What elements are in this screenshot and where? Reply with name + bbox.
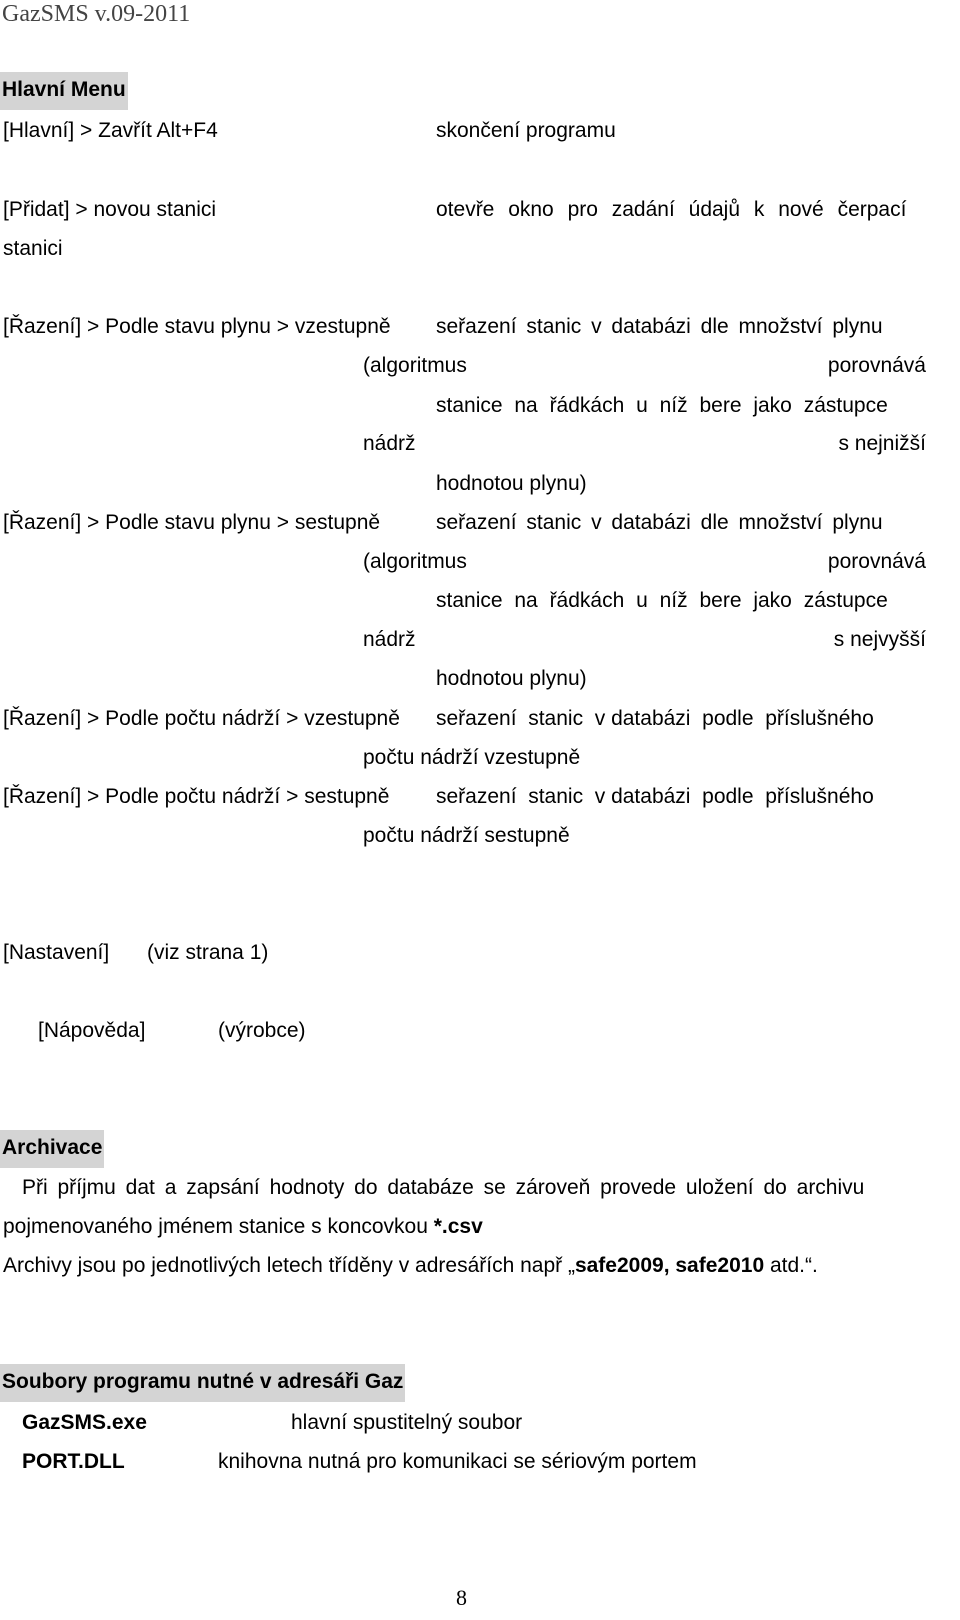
sort-desc-line: seřazení stanic v databázi podle příslušného	[436, 707, 874, 730]
paragraph-text: atd.“.	[764, 1254, 818, 1277]
file-description: knihovna nutná pro komunikaci se sériovým portem	[218, 1450, 697, 1473]
section-heading-files: Soubory programu nutné v adresáři Gaz	[0, 1364, 405, 1402]
settings-label: [Nastavení]	[3, 941, 110, 964]
page-number: 8	[456, 1585, 467, 1610]
sort-desc-line: seřazení stanic v databázi podle příslušného	[436, 785, 874, 808]
menu-description-close: skončení programu	[436, 119, 616, 142]
sort-desc-word: (algoritmus	[363, 354, 467, 377]
sort-desc-line: seřazení stanic v databázi dle množství plynu	[436, 315, 883, 338]
file-name: GazSMS.exe	[22, 1411, 147, 1434]
settings-note: (viz strana 1)	[147, 941, 269, 964]
sort-desc-line: hodnotou plynu)	[436, 472, 587, 495]
archive-paragraph-line	[3, 1252, 818, 1280]
sort-desc-word: nádrž	[363, 628, 416, 651]
sort-desc-line: počtu nádrží sestupně	[363, 824, 570, 847]
help-note: (výrobce)	[218, 1019, 306, 1042]
document-header: GazSMS v.09-2011	[2, 1, 191, 27]
sort-desc-word: s nejvyšší	[833, 628, 926, 651]
sort-command-tanks-asc: [Řazení] > Podle počtu nádrží > vzestupně	[3, 707, 400, 730]
sort-desc-line	[363, 626, 926, 654]
sort-desc-word: nádrž	[363, 432, 416, 455]
sort-desc-word: porovnává	[827, 550, 926, 573]
section-heading-archive: Archivace	[0, 1130, 104, 1168]
menu-description-add-station	[436, 196, 926, 224]
paragraph-text: Při příjmu dat a zapsání hodnoty do databáze se zároveň provede uložení do archivu	[22, 1176, 865, 1199]
sort-desc-word: (algoritmus	[363, 550, 467, 573]
sort-desc-line: hodnotou plynu)	[436, 667, 587, 690]
menu-command-add-station: [Přidat] > novou stanici	[3, 198, 217, 221]
sort-desc-line: počtu nádrží vzestupně	[363, 746, 581, 769]
sort-command-gas-asc: [Řazení] > Podle stavu plynu > vzestupně	[3, 315, 391, 338]
section-heading-main-menu: Hlavní Menu	[0, 72, 128, 110]
file-extension: *.csv	[433, 1215, 483, 1238]
description-line: otevře okno pro zadání údajů k nové čerpací	[436, 198, 907, 221]
menu-description-add-station-cont: stanici	[3, 237, 63, 260]
paragraph-text: pojmenovaného jménem stanice s koncovkou	[3, 1215, 434, 1238]
sort-desc-line: stanice na řádkách u níž bere jako zástupce	[436, 589, 888, 612]
file-name: PORT.DLL	[22, 1450, 125, 1473]
sort-desc-line	[363, 548, 926, 576]
archive-paragraph-line	[3, 1213, 483, 1241]
sort-desc-line: stanice na řádkách u níž bere jako zástupce	[436, 394, 888, 417]
sort-command-tanks-desc: [Řazení] > Podle počtu nádrží > sestupně	[3, 785, 390, 808]
menu-command-close	[3, 117, 218, 145]
command-text: [Hlavní] > Zavřít Alt+F4	[3, 119, 218, 142]
paragraph-text: Archivy jsou po jednotlivých letech tříděny v adresářích např „	[3, 1254, 575, 1277]
sort-desc-line	[363, 352, 926, 380]
file-description: hlavní spustitelný soubor	[291, 1411, 523, 1434]
sort-desc-line	[363, 430, 926, 458]
sort-command-gas-desc: [Řazení] > Podle stavu plynu > sestupně	[3, 511, 381, 534]
help-label: [Nápověda]	[38, 1019, 146, 1042]
archive-folder-names: safe2009, safe2010	[574, 1254, 765, 1277]
sort-desc-word: porovnává	[827, 354, 926, 377]
sort-desc-line: seřazení stanic v databázi dle množství plynu	[436, 511, 883, 534]
sort-desc-word: s nejnižší	[838, 432, 926, 455]
archive-paragraph-line	[22, 1174, 926, 1202]
